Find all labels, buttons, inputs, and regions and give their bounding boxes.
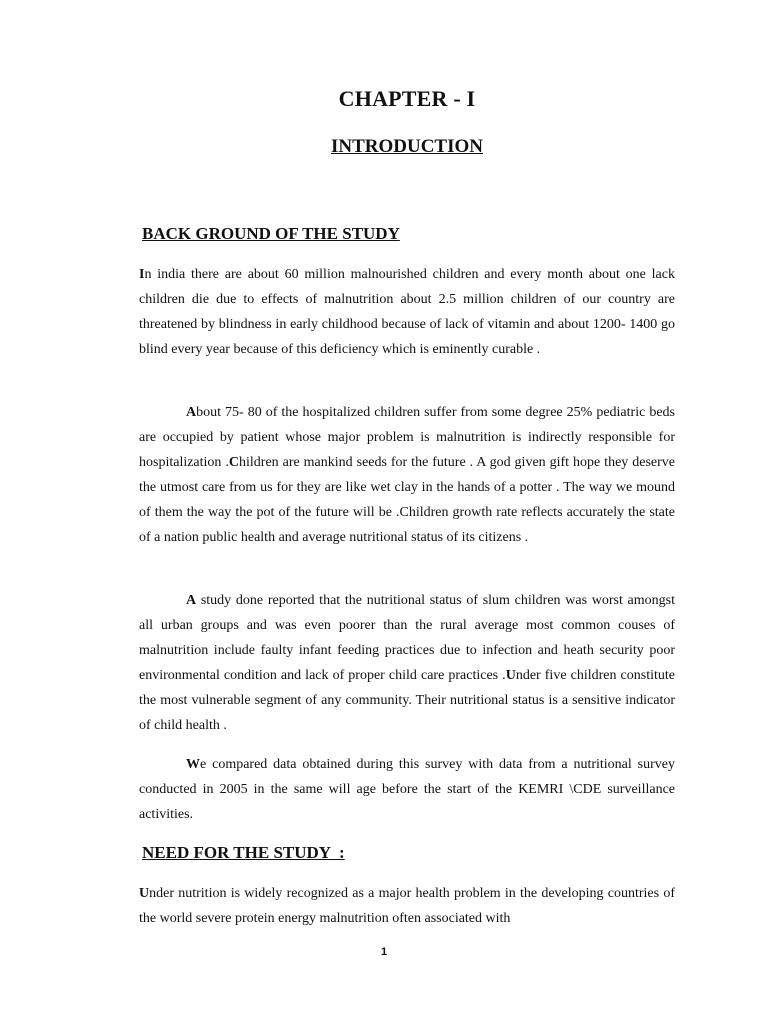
paragraph-lead-letter: U <box>139 886 150 901</box>
paragraph-3 <box>139 588 675 738</box>
need-heading: NEED FOR THE STUDY : <box>142 843 345 862</box>
paragraph-text-continued: hildren are mankind seeds for the future . A god given gift hope they deserve the utmost care from us for they are like wet clay in the hands of a potter . The way we mound of them the way the pot of the future will be .Children growth rate reflects accurately the state of a nation public health and average nutritional status of its citizens . <box>139 455 675 545</box>
background-heading: BACK GROUND OF THE STUDY <box>142 224 400 243</box>
paragraph-lead-letter: A <box>186 405 197 420</box>
section-title: INTRODUCTION <box>330 136 484 157</box>
page-number: 1 <box>380 946 388 958</box>
paragraph-text: nder nutrition is widely recognized as a major health problem in the developing countries of the world severe protein energy malnutrition often associated with <box>139 886 675 926</box>
paragraph-text: e compared data obtained during this survey with data from a nutritional survey conducted in 2005 in the same will age before the start of the KEMRI \CDE surveillance activities. <box>139 757 675 822</box>
paragraph-lead-letter: W <box>186 757 200 772</box>
paragraph-lead-letter: A <box>186 593 197 608</box>
paragraph-text-continued: nder five children constitute the most vulnerable segment of any community. Their nutritional status is a sensitive indicator of child health . <box>139 668 675 733</box>
paragraph-1 <box>139 262 675 362</box>
paragraph-lead-letter: I <box>139 267 145 282</box>
paragraph-text: n india there are about 60 million malnourished children and every month about one lack children die due to effects of malnutrition about 2.5 million children of our country are threatened by blindness in early childhood because of lack of vitamin and about 1200- 1400 go blind every year because of this deficiency which is eminently curable . <box>139 267 675 357</box>
paragraph-4 <box>139 752 675 827</box>
paragraph-2 <box>139 400 675 550</box>
need-paragraph <box>139 881 675 931</box>
paragraph-text: bout 75- 80 of the hospitalized children suffer from some degree 25% pediatric beds are occupied by patient whose major problem is malnutrition is indirectly responsible for hospitalization . <box>139 405 675 470</box>
chapter-title: CHAPTER - I <box>338 86 476 111</box>
paragraph-bold-letter: U <box>505 668 516 683</box>
paragraph-text: study done reported that the nutritional status of slum children was worst amongst all urban groups and was even poorer than the rural average most common couses of malnutrition include faulty infant feeding practices due to infection and heath security poor environmental condition and lack of proper child care practices . <box>139 593 675 683</box>
paragraph-bold-letter: C <box>228 455 240 470</box>
